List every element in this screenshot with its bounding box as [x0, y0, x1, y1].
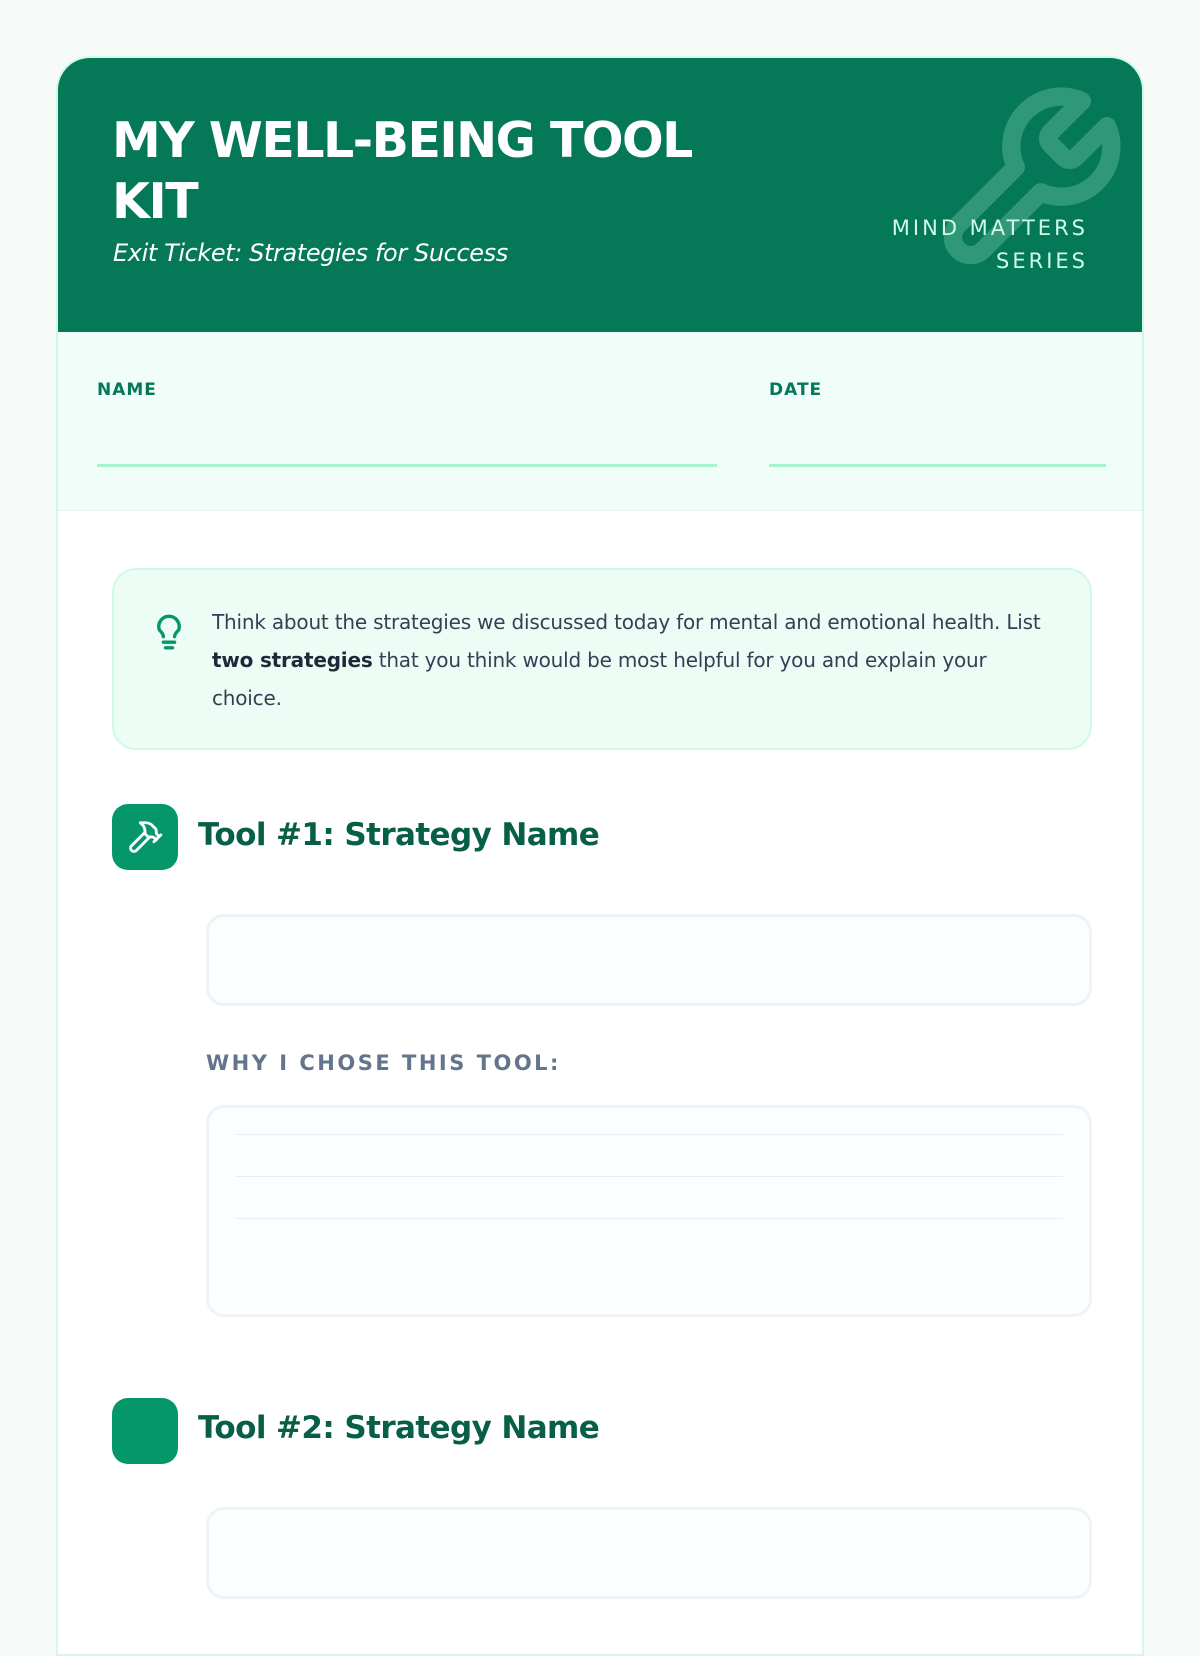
series-label [892, 212, 1088, 278]
tool-1-title: Tool #1: Strategy Name [198, 817, 600, 853]
instructions-text [212, 603, 1052, 717]
tool-1-badge [112, 804, 178, 870]
date-label: DATE [769, 380, 823, 400]
writing-line [235, 1176, 1063, 1177]
header-banner [58, 58, 1142, 332]
page-title: MY WELL-BEING TOOL KIT [112, 112, 692, 230]
series-line-1: MIND MATTERS [891, 216, 1088, 240]
writing-line [235, 1134, 1063, 1135]
tool-2-name-input[interactable] [206, 1507, 1092, 1599]
tool-1-why-textarea[interactable] [206, 1105, 1092, 1317]
exit-ticket-card [56, 56, 1144, 1656]
lightbulb-icon [152, 610, 186, 652]
instructions-emphasis: two strategies [212, 648, 373, 672]
date-field[interactable] [769, 464, 1106, 467]
name-field[interactable] [97, 464, 717, 467]
tool-1-why-label: WHY I CHOSE THIS TOOL: [206, 1051, 561, 1075]
tool-2-badge [112, 1398, 178, 1464]
instructions-text-part-2: that you think would be most helpful for you and explain your choice. [212, 648, 987, 710]
tool-1-name-input[interactable] [206, 914, 1092, 1006]
student-info-section [58, 332, 1142, 511]
series-line-2: SERIES [996, 249, 1088, 273]
hammer-icon [126, 818, 164, 856]
name-label: NAME [97, 380, 157, 400]
tool-2-title: Tool #2: Strategy Name [198, 1410, 600, 1446]
instructions-text-part-1: Think about the strategies we discussed today for mental and emotional health. List [212, 610, 1041, 634]
writing-line [235, 1218, 1063, 1219]
instructions-box [112, 568, 1092, 750]
page-subtitle: Exit Ticket: Strategies for Success [113, 239, 508, 267]
